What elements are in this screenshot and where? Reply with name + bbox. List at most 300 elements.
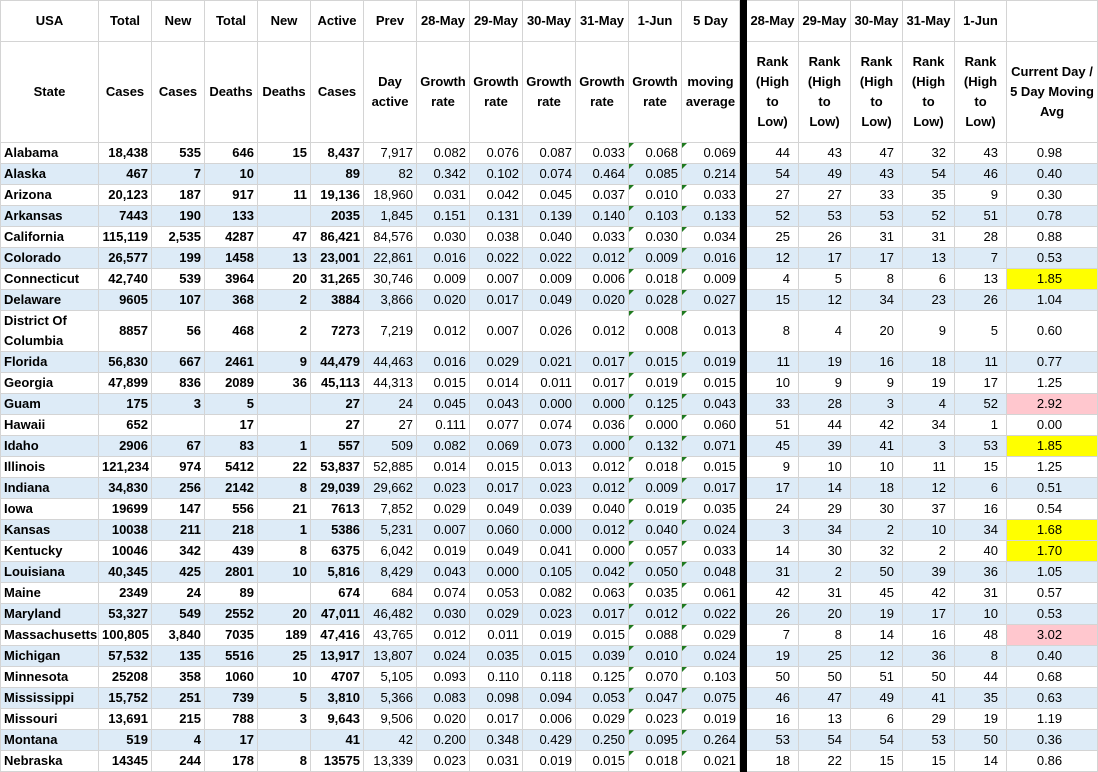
- rank-cell: 42: [851, 415, 903, 436]
- current-vs-avg-cell: 1.70: [1007, 541, 1098, 562]
- rank-28may-header: Rank (High to Low): [747, 42, 799, 143]
- growth-rate-cell: 0.042: [470, 185, 523, 206]
- rank-cell: 10: [955, 604, 1007, 625]
- rank-cell: 9: [747, 457, 799, 478]
- new-deaths-cell: [258, 415, 311, 436]
- prev-day-active-cell: 18,960: [364, 185, 417, 206]
- growth-rate-cell: 0.009: [629, 478, 682, 499]
- new-cases-cell: 187: [152, 185, 205, 206]
- moving-average-cell: 0.071: [682, 436, 740, 457]
- growth-rate-cell: 0.026: [523, 311, 576, 352]
- rank-cell: 53: [747, 730, 799, 751]
- new-deaths-cell: 9: [258, 352, 311, 373]
- state-cell: Alabama: [1, 143, 99, 164]
- total-deaths-cell: 89: [205, 583, 258, 604]
- rank-cell: 31: [903, 227, 955, 248]
- rank-cell: 29: [799, 499, 851, 520]
- moving-average-cell: 0.019: [682, 352, 740, 373]
- rank-cell: 45: [747, 436, 799, 457]
- growth-rate-cell: 0.053: [470, 583, 523, 604]
- column-divider: [740, 499, 747, 520]
- growth-rate-cell: 0.018: [629, 751, 682, 772]
- growth-30may-header: Growth rate: [523, 42, 576, 143]
- active-cases-cell: 5,816: [311, 562, 364, 583]
- total-cases-cell: 8857: [99, 311, 152, 352]
- growth-rate-cell: 0.023: [417, 478, 470, 499]
- rank-30may-header: 30-May: [851, 1, 903, 42]
- growth-rate-cell: 0.011: [470, 625, 523, 646]
- rank-cell: 52: [955, 394, 1007, 415]
- prev-day-active-cell: 44,313: [364, 373, 417, 394]
- current-vs-avg-cell: 0.88: [1007, 227, 1098, 248]
- rank-cell: 2: [903, 541, 955, 562]
- prev-day-active-cell: 7,852: [364, 499, 417, 520]
- growth-rate-cell: 0.036: [576, 415, 629, 436]
- growth-rate-cell: 0.010: [629, 185, 682, 206]
- growth-rate-cell: 0.098: [470, 688, 523, 709]
- total-cases-cell: 14345: [99, 751, 152, 772]
- rank-cell: 19: [903, 373, 955, 394]
- rank-cell: 50: [851, 562, 903, 583]
- growth-rate-cell: 0.094: [523, 688, 576, 709]
- total-cases-cell: 9605: [99, 290, 152, 311]
- growth-rate-cell: 0.000: [629, 415, 682, 436]
- table-row: [1, 227, 1098, 248]
- rank-cell: 54: [799, 730, 851, 751]
- growth-rate-cell: 0.083: [417, 688, 470, 709]
- growth-rate-cell: 0.017: [576, 352, 629, 373]
- rank-cell: 4: [799, 311, 851, 352]
- current-vs-avg-cell: 1.85: [1007, 269, 1098, 290]
- rank-cell: 51: [747, 415, 799, 436]
- active-cases-cell: 29,039: [311, 478, 364, 499]
- total-deaths-cell: 5: [205, 394, 258, 415]
- rank-cell: 10: [799, 457, 851, 478]
- rank-cell: 37: [903, 499, 955, 520]
- new-cases-cell: 190: [152, 206, 205, 227]
- rank-cell: 4: [903, 394, 955, 415]
- total-deaths-cell: 2461: [205, 352, 258, 373]
- growth-rate-cell: 0.006: [523, 709, 576, 730]
- growth-rate-cell: 0.013: [523, 457, 576, 478]
- state-cell: Massachusetts: [1, 625, 99, 646]
- growth-rate-cell: 0.082: [417, 143, 470, 164]
- growth-rate-cell: 0.012: [576, 311, 629, 352]
- rank-cell: 33: [747, 394, 799, 415]
- current-vs-avg-cell: 1.68: [1007, 520, 1098, 541]
- new-deaths-cell: 2: [258, 311, 311, 352]
- total-cases-cell: 26,577: [99, 248, 152, 269]
- new-cases-cell: 251: [152, 688, 205, 709]
- rank-cell: 51: [851, 667, 903, 688]
- total-deaths-cell: 83: [205, 436, 258, 457]
- total-deaths-cell: 17: [205, 415, 258, 436]
- prev-day-active-cell: 84,576: [364, 227, 417, 248]
- table-row: [1, 541, 1098, 562]
- growth-rate-cell: 0.074: [523, 415, 576, 436]
- growth-31may-header: 31-May: [576, 1, 629, 42]
- new-deaths-header: Deaths: [258, 42, 311, 143]
- state-cell: California: [1, 227, 99, 248]
- total-deaths-cell: 2801: [205, 562, 258, 583]
- state-cell: Michigan: [1, 646, 99, 667]
- moving-average-cell: 0.033: [682, 541, 740, 562]
- growth-rate-cell: 0.088: [629, 625, 682, 646]
- prev-day-active-cell: 82: [364, 164, 417, 185]
- growth-rate-cell: 0.068: [629, 143, 682, 164]
- table-row: [1, 248, 1098, 269]
- total-cases-cell: 2349: [99, 583, 152, 604]
- prev-day-active-cell: 29,662: [364, 478, 417, 499]
- column-divider: [740, 42, 747, 143]
- rank-cell: 8: [851, 269, 903, 290]
- table-row: [1, 457, 1098, 478]
- growth-28may-header: 28-May: [417, 1, 470, 42]
- total-cases-cell: 15,752: [99, 688, 152, 709]
- rank-cell: 43: [955, 143, 1007, 164]
- table-row: [1, 751, 1098, 772]
- prev-day-active-cell: 5,366: [364, 688, 417, 709]
- column-divider: [740, 520, 747, 541]
- growth-rate-cell: 0.040: [576, 499, 629, 520]
- growth-29may-header: Growth rate: [470, 42, 523, 143]
- prev-day-active-cell: 5,105: [364, 667, 417, 688]
- current-vs-avg-cell: 1.19: [1007, 709, 1098, 730]
- total-cases-cell: 121,234: [99, 457, 152, 478]
- total-deaths-cell: 917: [205, 185, 258, 206]
- growth-rate-cell: 0.069: [470, 436, 523, 457]
- growth-rate-cell: 0.039: [523, 499, 576, 520]
- state-cell: Hawaii: [1, 415, 99, 436]
- rank-cell: 27: [799, 185, 851, 206]
- total-cases-cell: 10046: [99, 541, 152, 562]
- header-row-sub: [1, 42, 1098, 143]
- current-vs-avg-cell: 0.78: [1007, 206, 1098, 227]
- total-deaths-cell: 468: [205, 311, 258, 352]
- moving-average-header: 5 Day: [682, 1, 740, 42]
- current-vs-avg-cell: 0.77: [1007, 352, 1098, 373]
- rank-cell: 18: [903, 352, 955, 373]
- prev-day-active-cell: 7,219: [364, 311, 417, 352]
- moving-average-cell: 0.009: [682, 269, 740, 290]
- new-deaths-cell: 2: [258, 290, 311, 311]
- growth-rate-cell: 0.007: [470, 269, 523, 290]
- new-cases-cell: 135: [152, 646, 205, 667]
- rank-cell: 32: [851, 541, 903, 562]
- active-cases-cell: 86,421: [311, 227, 364, 248]
- growth-rate-cell: 0.045: [417, 394, 470, 415]
- active-cases-cell: 674: [311, 583, 364, 604]
- growth-rate-cell: 0.102: [470, 164, 523, 185]
- moving-average-cell: 0.027: [682, 290, 740, 311]
- growth-rate-cell: 0.037: [576, 185, 629, 206]
- growth-rate-cell: 0.012: [576, 520, 629, 541]
- growth-rate-cell: 0.015: [576, 625, 629, 646]
- active-cases-cell: 13,917: [311, 646, 364, 667]
- growth-rate-cell: 0.111: [417, 415, 470, 436]
- column-divider: [740, 688, 747, 709]
- growth-rate-cell: 0.041: [523, 541, 576, 562]
- rank-cell: 43: [851, 164, 903, 185]
- table-row: [1, 436, 1098, 457]
- active-cases-cell: 7273: [311, 311, 364, 352]
- rank-cell: 26: [955, 290, 1007, 311]
- table-row: [1, 143, 1098, 164]
- total-cases-header: Total: [99, 1, 152, 42]
- new-deaths-cell: [258, 206, 311, 227]
- rank-cell: 17: [903, 604, 955, 625]
- moving-average-cell: 0.060: [682, 415, 740, 436]
- new-cases-cell: 425: [152, 562, 205, 583]
- growth-rate-cell: 0.011: [523, 373, 576, 394]
- rank-cell: 14: [955, 751, 1007, 772]
- total-cases-cell: 13,691: [99, 709, 152, 730]
- new-deaths-cell: 13: [258, 248, 311, 269]
- active-cases-cell: 3,810: [311, 688, 364, 709]
- state-cell: Nebraska: [1, 751, 99, 772]
- rank-cell: 7: [747, 625, 799, 646]
- growth-rate-cell: 0.132: [629, 436, 682, 457]
- growth-rate-cell: 0.087: [523, 143, 576, 164]
- rank-cell: 54: [747, 164, 799, 185]
- total-cases-cell: 53,327: [99, 604, 152, 625]
- total-deaths-header: Total: [205, 1, 258, 42]
- rank-cell: 28: [955, 227, 1007, 248]
- total-cases-cell: 175: [99, 394, 152, 415]
- growth-rate-cell: 0.012: [417, 311, 470, 352]
- new-deaths-cell: 10: [258, 562, 311, 583]
- rank-31may-header: 31-May: [903, 1, 955, 42]
- growth-rate-cell: 0.023: [523, 604, 576, 625]
- rank-cell: 13: [799, 709, 851, 730]
- new-cases-cell: 539: [152, 269, 205, 290]
- rank-cell: 2: [799, 562, 851, 583]
- rank-cell: 41: [851, 436, 903, 457]
- table-row: [1, 709, 1098, 730]
- new-deaths-cell: 5: [258, 688, 311, 709]
- prev-day-active-cell: 13,807: [364, 646, 417, 667]
- growth-rate-cell: 0.009: [523, 269, 576, 290]
- growth-29may-header: 29-May: [470, 1, 523, 42]
- new-cases-cell: 4: [152, 730, 205, 751]
- rank-29may-header: 29-May: [799, 1, 851, 42]
- rank-cell: 15: [747, 290, 799, 311]
- rank-cell: 42: [747, 583, 799, 604]
- growth-rate-cell: 0.035: [629, 583, 682, 604]
- rank-cell: 14: [747, 541, 799, 562]
- table-row: [1, 269, 1098, 290]
- rank-cell: 50: [799, 667, 851, 688]
- total-cases-cell: 40,345: [99, 562, 152, 583]
- rank-cell: 8: [799, 625, 851, 646]
- new-cases-cell: 342: [152, 541, 205, 562]
- state-cell: Florida: [1, 352, 99, 373]
- column-divider: [740, 352, 747, 373]
- total-cases-cell: 467: [99, 164, 152, 185]
- rank-cell: 43: [799, 143, 851, 164]
- rank-cell: 39: [903, 562, 955, 583]
- rank-cell: 17: [799, 248, 851, 269]
- growth-rate-cell: 0.017: [470, 478, 523, 499]
- current-vs-avg-cell: 0.60: [1007, 311, 1098, 352]
- current-vs-avg-cell: 0.53: [1007, 248, 1098, 269]
- column-divider: [740, 415, 747, 436]
- table-row: [1, 604, 1098, 625]
- growth-rate-cell: 0.017: [576, 604, 629, 625]
- table-row: [1, 625, 1098, 646]
- total-cases-cell: 2906: [99, 436, 152, 457]
- growth-rate-cell: 0.050: [629, 562, 682, 583]
- prev-day-active-cell: 52,885: [364, 457, 417, 478]
- new-deaths-cell: 8: [258, 541, 311, 562]
- growth-rate-cell: 0.019: [523, 625, 576, 646]
- growth-rate-cell: 0.021: [523, 352, 576, 373]
- growth-rate-cell: 0.012: [576, 457, 629, 478]
- moving-average-cell: 0.033: [682, 185, 740, 206]
- prev-day-active-cell: 24: [364, 394, 417, 415]
- rank-cell: 29: [903, 709, 955, 730]
- new-cases-cell: 24: [152, 583, 205, 604]
- growth-rate-cell: 0.049: [523, 290, 576, 311]
- table-row: [1, 520, 1098, 541]
- prev-day-active-cell: 46,482: [364, 604, 417, 625]
- growth-rate-cell: 0.047: [629, 688, 682, 709]
- column-divider: [740, 457, 747, 478]
- moving-average-cell: 0.264: [682, 730, 740, 751]
- active-cases-cell: 5386: [311, 520, 364, 541]
- table-row: [1, 478, 1098, 499]
- current-vs-avg-cell: 0.68: [1007, 667, 1098, 688]
- total-deaths-cell: 2552: [205, 604, 258, 625]
- rank-cell: 42: [903, 583, 955, 604]
- growth-rate-cell: 0.024: [417, 646, 470, 667]
- rank-cell: 17: [955, 373, 1007, 394]
- rank-cell: 32: [903, 143, 955, 164]
- total-cases-cell: 47,899: [99, 373, 152, 394]
- state-cell: Kansas: [1, 520, 99, 541]
- growth-rate-cell: 0.022: [523, 248, 576, 269]
- total-deaths-cell: 1458: [205, 248, 258, 269]
- column-divider: [740, 394, 747, 415]
- table-row: [1, 311, 1098, 352]
- rank-cell: 13: [955, 269, 1007, 290]
- moving-average-header: moving average: [682, 42, 740, 143]
- column-divider: [740, 373, 747, 394]
- rank-cell: 3: [903, 436, 955, 457]
- growth-rate-cell: 0.028: [629, 290, 682, 311]
- column-divider: [740, 248, 747, 269]
- total-cases-header: Cases: [99, 42, 152, 143]
- moving-average-cell: 0.024: [682, 646, 740, 667]
- growth-rate-cell: 0.073: [523, 436, 576, 457]
- rank-cell: 52: [747, 206, 799, 227]
- current-vs-avg-cell: 0.53: [1007, 604, 1098, 625]
- growth-rate-cell: 0.019: [629, 499, 682, 520]
- state-cell: Delaware: [1, 290, 99, 311]
- state-cell: Illinois: [1, 457, 99, 478]
- total-deaths-cell: 5516: [205, 646, 258, 667]
- total-deaths-header: Deaths: [205, 42, 258, 143]
- growth-rate-cell: 0.015: [523, 646, 576, 667]
- growth-rate-cell: 0.015: [470, 457, 523, 478]
- rank-cell: 41: [903, 688, 955, 709]
- header-row-top: [1, 1, 1098, 42]
- growth-rate-cell: 0.030: [417, 227, 470, 248]
- rank-cell: 53: [955, 436, 1007, 457]
- current-vs-avg-cell: 1.25: [1007, 457, 1098, 478]
- growth-rate-cell: 0.035: [470, 646, 523, 667]
- state-cell: Kentucky: [1, 541, 99, 562]
- column-divider: [740, 1, 747, 42]
- new-deaths-cell: 8: [258, 751, 311, 772]
- growth-rate-cell: 0.019: [629, 373, 682, 394]
- prev-day-active-cell: 13,339: [364, 751, 417, 772]
- new-cases-cell: 2,535: [152, 227, 205, 248]
- rank-cell: 30: [799, 541, 851, 562]
- table-row: [1, 394, 1098, 415]
- rank-cell: 40: [955, 541, 1007, 562]
- new-deaths-cell: 10: [258, 667, 311, 688]
- growth-rate-cell: 0.030: [629, 227, 682, 248]
- growth-rate-cell: 0.020: [417, 709, 470, 730]
- table-row: [1, 373, 1098, 394]
- total-deaths-cell: 133: [205, 206, 258, 227]
- column-divider: [740, 541, 747, 562]
- moving-average-cell: 0.048: [682, 562, 740, 583]
- rank-cell: 8: [955, 646, 1007, 667]
- growth-rate-cell: 0.016: [417, 248, 470, 269]
- growth-rate-cell: 0.464: [576, 164, 629, 185]
- growth-28may-header: Growth rate: [417, 42, 470, 143]
- prev-day-active-cell: 43,765: [364, 625, 417, 646]
- new-deaths-cell: 3: [258, 709, 311, 730]
- current-vs-avg-cell: 1.25: [1007, 373, 1098, 394]
- moving-average-cell: 0.016: [682, 248, 740, 269]
- growth-rate-cell: 0.039: [576, 646, 629, 667]
- new-cases-cell: 67: [152, 436, 205, 457]
- growth-rate-cell: 0.074: [417, 583, 470, 604]
- table-row: [1, 415, 1098, 436]
- moving-average-cell: 0.133: [682, 206, 740, 227]
- growth-rate-cell: 0.110: [470, 667, 523, 688]
- rank-cell: 17: [747, 478, 799, 499]
- growth-rate-cell: 0.076: [470, 143, 523, 164]
- total-deaths-cell: 646: [205, 143, 258, 164]
- current-vs-avg-cell: 1.85: [1007, 436, 1098, 457]
- column-divider: [740, 751, 747, 772]
- state-cell: Arkansas: [1, 206, 99, 227]
- rank-cell: 50: [747, 667, 799, 688]
- new-deaths-cell: [258, 583, 311, 604]
- rank-cell: 18: [747, 751, 799, 772]
- prev-day-active-cell: 44,463: [364, 352, 417, 373]
- total-deaths-cell: 2142: [205, 478, 258, 499]
- prev-day-active-cell: 1,845: [364, 206, 417, 227]
- growth-rate-cell: 0.000: [470, 562, 523, 583]
- growth-rate-cell: 0.033: [576, 143, 629, 164]
- total-deaths-cell: 10: [205, 164, 258, 185]
- rank-cell: 49: [851, 688, 903, 709]
- moving-average-cell: 0.043: [682, 394, 740, 415]
- growth-rate-cell: 0.105: [523, 562, 576, 583]
- state-cell: Connecticut: [1, 269, 99, 290]
- growth-rate-cell: 0.082: [417, 436, 470, 457]
- rank-cell: 15: [903, 751, 955, 772]
- new-cases-cell: 667: [152, 352, 205, 373]
- moving-average-cell: 0.024: [682, 520, 740, 541]
- prev-day-active-cell: 27: [364, 415, 417, 436]
- rank-cell: 46: [955, 164, 1007, 185]
